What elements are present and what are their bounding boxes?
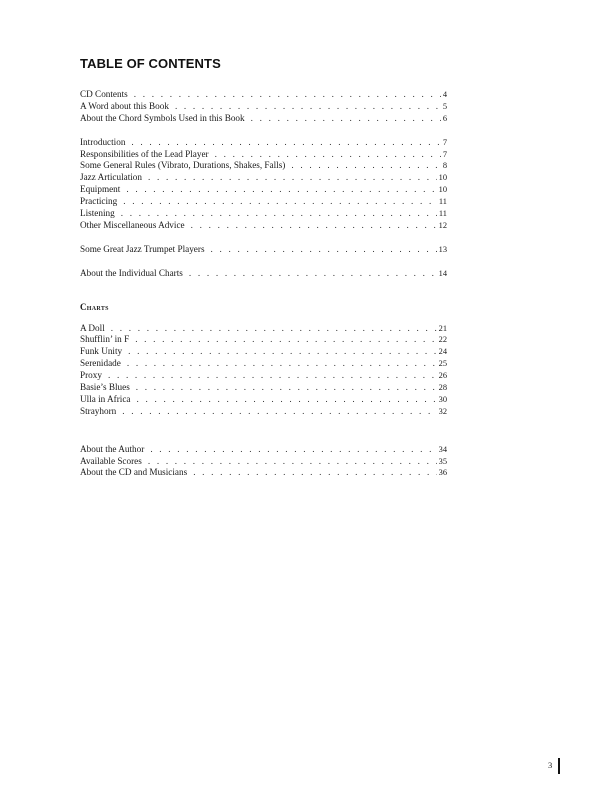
toc-entry (80, 467, 447, 479)
toc-entry-page: 6 (442, 113, 447, 123)
toc-group-lead-playing (80, 137, 447, 232)
toc-entry-title: About the Author (80, 443, 145, 454)
toc-entry-title: Equipment (80, 184, 121, 195)
toc-entry-title: A Doll (80, 322, 105, 333)
toc-entry (80, 334, 447, 346)
toc-entry (80, 113, 447, 125)
toc-entry-title: Ulla in Africa (80, 393, 131, 404)
dot-leader (126, 184, 436, 196)
dot-leader (108, 370, 437, 382)
toc-entry (80, 323, 447, 335)
toc-entry (80, 268, 447, 280)
toc-entry-page: 11 (438, 209, 447, 219)
toc-group-players (80, 244, 447, 256)
toc-entry (80, 406, 447, 418)
toc-entry-page: 11 (438, 197, 447, 207)
toc-entry-title: About the CD and Musicians (80, 467, 188, 478)
page-number-rule (558, 758, 560, 774)
toc-entry-title: Proxy (80, 370, 102, 381)
toc-entry-page: 36 (438, 468, 447, 478)
toc-entry-title: Basie’s Blues (80, 382, 130, 393)
dot-leader (136, 382, 437, 394)
dot-leader (137, 394, 437, 406)
dot-leader (134, 89, 441, 101)
toc-entry-title: Available Scores (80, 455, 142, 466)
toc-entry-title: Listening (80, 208, 115, 219)
toc-entry-page: 25 (438, 359, 447, 369)
toc-entry-page: 5 (442, 101, 447, 111)
toc-entry-title: Funk Unity (80, 346, 123, 357)
toc-entry-title: Responsibilities of the Lead Player (80, 148, 209, 159)
dot-leader (189, 268, 437, 280)
dot-leader (291, 160, 440, 172)
table-of-contents (80, 89, 447, 479)
toc-entry-title: CD Contents (80, 89, 128, 99)
dot-leader (211, 244, 437, 256)
toc-entry-page: 14 (438, 268, 447, 278)
dot-leader (135, 334, 436, 346)
toc-entry-title: Jazz Articulation (80, 172, 142, 183)
toc-entry (80, 101, 447, 113)
dot-leader (128, 346, 437, 358)
dot-leader (148, 456, 437, 468)
toc-entry-title: Introduction (80, 136, 126, 147)
dot-leader (131, 137, 440, 149)
toc-entry (80, 346, 447, 358)
page-number: 3 (548, 760, 553, 770)
toc-entry (80, 208, 447, 220)
toc-entry (80, 358, 447, 370)
dot-leader (127, 358, 437, 370)
toc-entry-page: 35 (438, 456, 447, 466)
toc-entry-page: 28 (438, 383, 447, 393)
toc-group-back-matter (80, 444, 447, 480)
toc-entry (80, 456, 447, 468)
toc-entry-page: 24 (438, 347, 447, 357)
toc-entry-title: About the Individual Charts (80, 267, 183, 278)
toc-entry-page: 32 (438, 406, 447, 416)
toc-entry-title: Practicing (80, 196, 118, 207)
toc-entry-title: Shufflin’ in F (80, 334, 130, 345)
toc-entry (80, 172, 447, 184)
dot-leader (148, 172, 437, 184)
toc-entry (80, 382, 447, 394)
dot-leader (122, 406, 436, 418)
toc-entry (80, 149, 447, 161)
dot-leader (121, 208, 437, 220)
toc-entry-page: 7 (442, 137, 447, 147)
toc-entry-page: 10 (438, 173, 447, 183)
toc-entry (80, 89, 447, 101)
toc-entry (80, 184, 447, 196)
toc-entry-page: 4 (442, 90, 447, 99)
toc-group-charts-intro (80, 268, 447, 280)
toc-entry-title: Other Miscellaneous Advice (80, 219, 185, 230)
toc-entry-title: A Word about this Book (80, 100, 169, 111)
toc-entry-page: 26 (438, 371, 447, 381)
toc-entry-page: 8 (442, 161, 447, 171)
toc-entry (80, 137, 447, 149)
toc-group-front-matter (80, 89, 447, 125)
toc-entry-page: 30 (438, 394, 447, 404)
dot-leader (175, 101, 441, 113)
dot-leader (123, 196, 437, 208)
dot-leader (191, 220, 437, 232)
toc-entry-title: Strayhorn (80, 405, 117, 416)
toc-entry-title: Some Great Jazz Trumpet Players (80, 243, 205, 254)
toc-entry (80, 394, 447, 406)
dot-leader (251, 113, 441, 125)
toc-entry-title: Serenidade (80, 358, 121, 369)
toc-entry-page: 21 (438, 323, 447, 333)
toc-entry (80, 220, 447, 232)
page-title: TABLE OF CONTENTS (80, 56, 221, 71)
toc-entry (80, 444, 447, 456)
toc-entry-page: 7 (442, 149, 447, 159)
dot-leader (215, 149, 441, 161)
toc-entry (80, 160, 447, 172)
toc-entry-page: 13 (438, 244, 447, 254)
charts-section-heading: Charts (80, 301, 109, 312)
toc-entry-page: 34 (438, 444, 447, 454)
toc-group-charts (80, 323, 447, 418)
dot-leader (193, 467, 436, 479)
toc-entry-page: 12 (438, 220, 447, 230)
toc-entry-title: About the Chord Symbols Used in this Book (80, 112, 245, 123)
toc-entry-page: 22 (438, 335, 447, 345)
dot-leader (150, 444, 436, 456)
toc-entry-page: 10 (438, 185, 447, 195)
toc-entry (80, 370, 447, 382)
toc-entry (80, 244, 447, 256)
toc-entry-title: Some General Rules (Vibrato, Durations, Shakes, Falls) (80, 160, 286, 171)
dot-leader (111, 323, 437, 335)
toc-entry (80, 196, 447, 208)
